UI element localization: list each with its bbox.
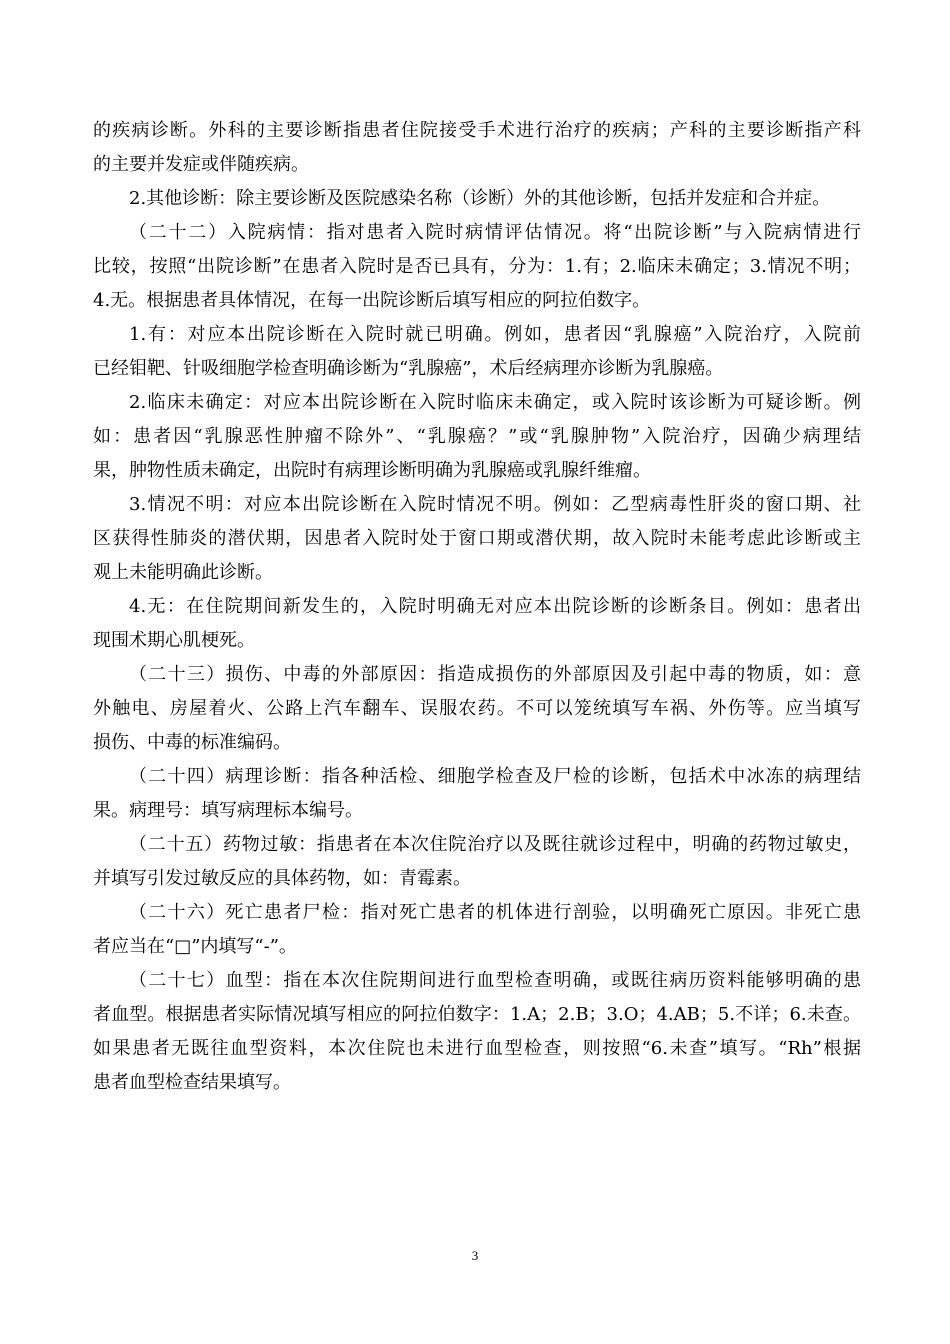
text-line: 现围术期心肌梗死。 <box>93 630 255 651</box>
text-line: 者血型。根据患者实际情况填写相应的阿拉伯数字：1.A；2.B；3.O；4.AB；5.不详；6.未查。 <box>93 1004 861 1025</box>
text-line: 者应当在“□”内填写“-”。 <box>93 936 297 957</box>
section-heading-line: （二十六）死亡患者尸检：指对死亡患者的机体进行剖验，以明确死亡原因。非死亡患 <box>129 902 861 923</box>
text-line: 3.情况不明：对应本出院诊断在入院时情况不明。例如：乙型病毒性肝炎的窗口期、社 <box>129 494 861 515</box>
text-line: 果。病理号：填写病理标本编号。 <box>93 800 363 821</box>
text-line: 比较，按照“出院诊断”在患者入院时是否已具有，分为：1.有；2.临床未确定；3.情况不明； <box>93 256 861 277</box>
text-line: 4.无：在住院期间新发生的，入院时明确无对应本出院诊断的诊断条目。例如：患者出 <box>129 596 861 617</box>
page-number: 3 <box>471 1248 479 1263</box>
text-line: 并填写引发过敏反应的具体药物，如：青霉素。 <box>93 868 471 889</box>
text-line: 2.其他诊断：除主要诊断及医院感染名称（诊断）外的其他诊断，包括并发症和合并症。 <box>129 188 831 209</box>
section-heading-line: （二十三）损伤、中毒的外部原因：指造成损伤的外部原因及引起中毒的物质，如：意 <box>129 664 861 685</box>
text-line: 2.临床未确定：对应本出院诊断在入院时临床未确定，或入院时该诊断为可疑诊断。例 <box>129 392 861 413</box>
section-heading-line: （二十四）病理诊断：指各种活检、细胞学检查及尸检的诊断，包括术中冰冻的病理结 <box>129 766 861 787</box>
text-line: 的主要并发症或伴随疾病。 <box>93 154 309 175</box>
text-line: 外触电、房屋着火、公路上汽车翻车、误服农药。不可以笼统填写车祸、外伤等。应当填写 <box>93 698 861 719</box>
section-heading-line: （二十二）入院病情：指对患者入院时病情评估情况。将“出院诊断”与入院病情进行 <box>129 222 861 243</box>
section-heading-line: （二十五）药物过敏：指患者在本次住院治疗以及既往就诊过程中，明确的药物过敏史， <box>129 834 861 855</box>
text-line: 如：患者因“乳腺恶性肿瘤不除外”、“乳腺癌？”或“乳腺肿物”入院治疗，因确少病理结 <box>93 426 861 447</box>
document-body <box>93 114 861 1100</box>
text-line: 如果患者无既往血型资料，本次住院也未进行血型检查，则按照“6.未查”填写。“Rh”根据 <box>93 1038 861 1059</box>
text-line: 的疾病诊断。外科的主要诊断指患者住院接受手术进行治疗的疾病；产科的主要诊断指产科 <box>93 120 861 141</box>
text-line: 损伤、中毒的标准编码。 <box>93 732 291 753</box>
text-line: 1.有：对应本出院诊断在入院时就已明确。例如，患者因“乳腺癌”入院治疗，入院前 <box>129 324 861 345</box>
section-heading-line: （二十七）血型：指在本次住院期间进行血型检查明确，或既往病历资料能够明确的患 <box>129 970 861 991</box>
text-line: 区获得性肺炎的潜伏期，因患者入院时处于窗口期或潜伏期，故入院时未能考虑此诊断或主 <box>93 528 861 549</box>
text-line: 患者血型检查结果填写。 <box>93 1072 291 1093</box>
text-line: 已经钼靶、针吸细胞学检查明确诊断为“乳腺癌”，术后经病理亦诊断为乳腺癌。 <box>93 358 724 379</box>
text-line: 观上未能明确此诊断。 <box>93 562 273 583</box>
text-line: 果，肿物性质未确定，出院时有病理诊断明确为乳腺癌或乳腺纤维瘤。 <box>93 460 651 481</box>
text-line: 4.无。根据患者具体情况，在每一出院诊断后填写相应的阿拉伯数字。 <box>93 290 651 311</box>
